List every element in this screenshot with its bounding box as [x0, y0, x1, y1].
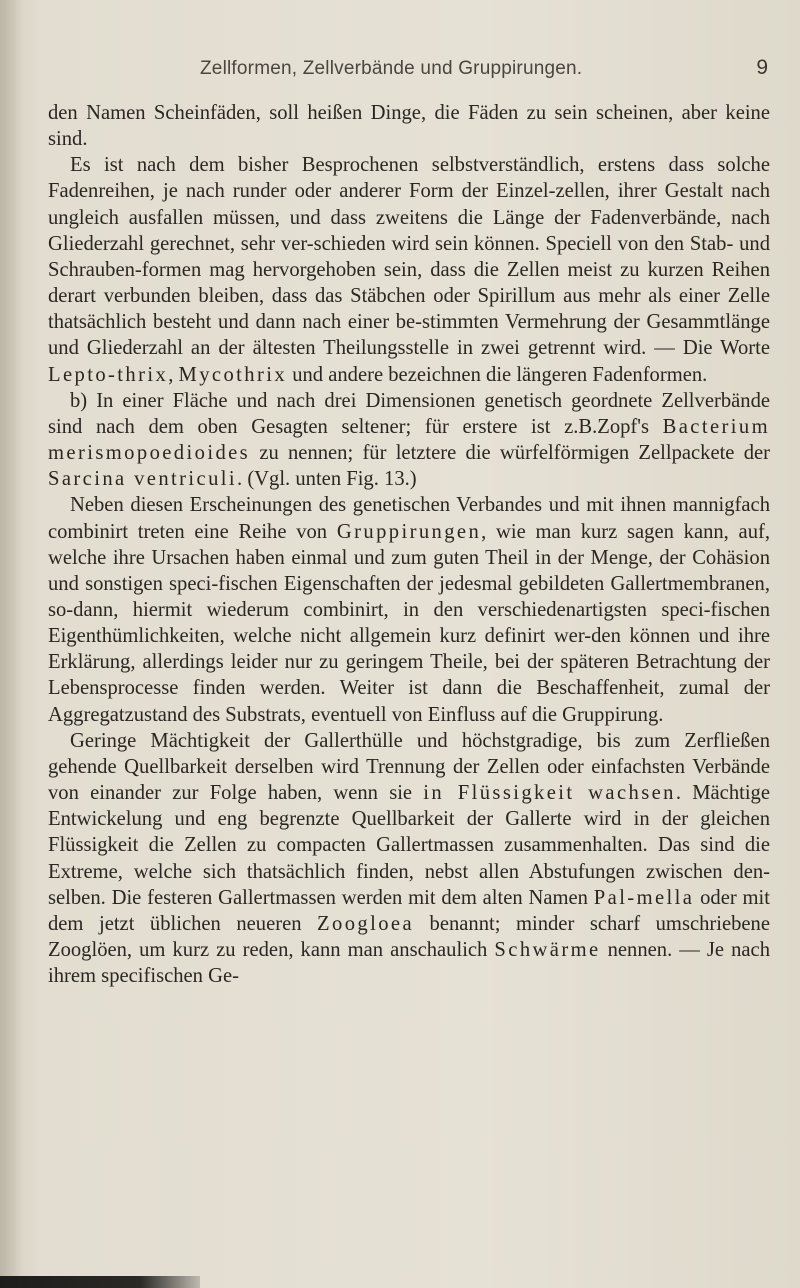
- spaced-term: Zoogloea: [317, 912, 415, 935]
- spaced-term: in Flüssigkeit wachsen: [423, 782, 676, 805]
- spaced-term: Mycothrix: [178, 363, 288, 386]
- paragraph-3: b) In einer Fläche und nach drei Dimensionen genetisch geordnete Zellverbände sind nach dem oben Gesagten seltener; für erstere ist z.B.Zopf's Bacterium merismopoedioides zu nennen; für letztere die würfelförmigen Zellpackete der Sarcina ventriculi. (Vgl. unten Fig. 13.): [48, 389, 770, 491]
- spaced-term: Sarcina ventriculi: [48, 468, 238, 491]
- gutter-shadow: [0, 0, 22, 1288]
- bottom-edge-mark: [0, 1276, 200, 1288]
- running-head: Zellformen, Zellverbände und Gruppirungen.: [200, 58, 583, 79]
- paragraph-1: den Namen Scheinfäden, soll heißen Dinge, die Fäden zu sein scheinen, aber keine sind.: [48, 102, 770, 151]
- spaced-term: Bacterium merismopoedioides: [48, 415, 770, 465]
- paragraph-2: Es ist nach dem bisher Besprochenen selbstverständlich, erstens dass solche Fadenreihen, je nach runder oder anderer Form der Einzel-zellen, ihrer Gestalt nach ungleich ausfallen müssen, und dass zweitens die Länge der Fadenverbände, nach Gliederzahl gerechnet, sehr ver-schieden wird sein können. Speciell von den Stab- und Schrauben-formen mag hervorgehoben sein, dass die Zellen meist zu kurzen Reihen derart verbunden bleiben, dass das Stäbchen oder Spirillum aus mehr als einer Zelle thatsächlich besteht und dann nach einer be-stimmten Vermehrung der Gesammtlänge und Gliederzahl an der ältesten Theilungsstelle in zwei getrennt wird. — Die Worte Lepto-thrix, Mycothrix und andere bezeichnen die längeren Fadenformen.: [48, 154, 770, 386]
- spaced-term: Gruppirungen: [336, 520, 482, 543]
- paragraph-5: Geringe Mächtigkeit der Gallerthülle und höchstgradige, bis zum Zerfließen gehende Quellbarkeit derselben wird Trennung der Zellen oder einfachsten Verbände von einander zur Folge haben, wenn sie in Flüssigkeit wachsen. Mächtige Entwickelung und eng begrenzte Quellbarkeit der Gallerte wird in der gleichen Flüssigkeit die Zellen zu compacten Gallertmassen zusammenhalten. Das sind die Extreme, welche sich thatsächlich finden, nebst allen Abstufungen zwischen den-selben. Die festeren Gallertmassen werden mit dem alten Namen Pal-mella oder mit dem jetzt üblichen neueren Zoogloea benannt; minder scharf umschriebene Zooglöen, um kurz zu reden, kann man anschaulich Schwärme nennen. — Je nach ihrem specifischen Ge-: [48, 729, 771, 988]
- spaced-term: Schwärme: [494, 939, 601, 961]
- page-number: 9: [756, 56, 768, 79]
- spaced-term: Pal-mella: [593, 886, 695, 909]
- page-header: [50, 54, 768, 84]
- paragraph-4: Neben diesen Erscheinungen des genetischen Verbandes und mit ihnen mannigfach combinirt treten eine Reihe von Gruppirungen, wie man kurz sagen kann, auf, welche ihre Ursachen haben einmal und zum guten Theil in der Menge, der Cohäsion und sonstigen speci-fischen Eigenschaften der jedesmal gebildeten Gallertmembranen, so-dann, hiermit wiederum combinirt, in den verschiedenartigsten speci-fischen Eigenthümlichkeiten, welche nicht allgemein kurz definirt wer-den können und ihre Erklärung, allerdings leider nur zu geringem Theile, bei der späteren Betrachtung der Lebensprocesse finden werden. Weiter ist dann die Beschaffenheit, zumal der Aggregatzustand des Substrats, eventuell von Einfluss auf die Gruppirung.: [48, 494, 770, 726]
- spaced-term: Lepto-thrix: [48, 363, 169, 386]
- body-text: [48, 100, 770, 989]
